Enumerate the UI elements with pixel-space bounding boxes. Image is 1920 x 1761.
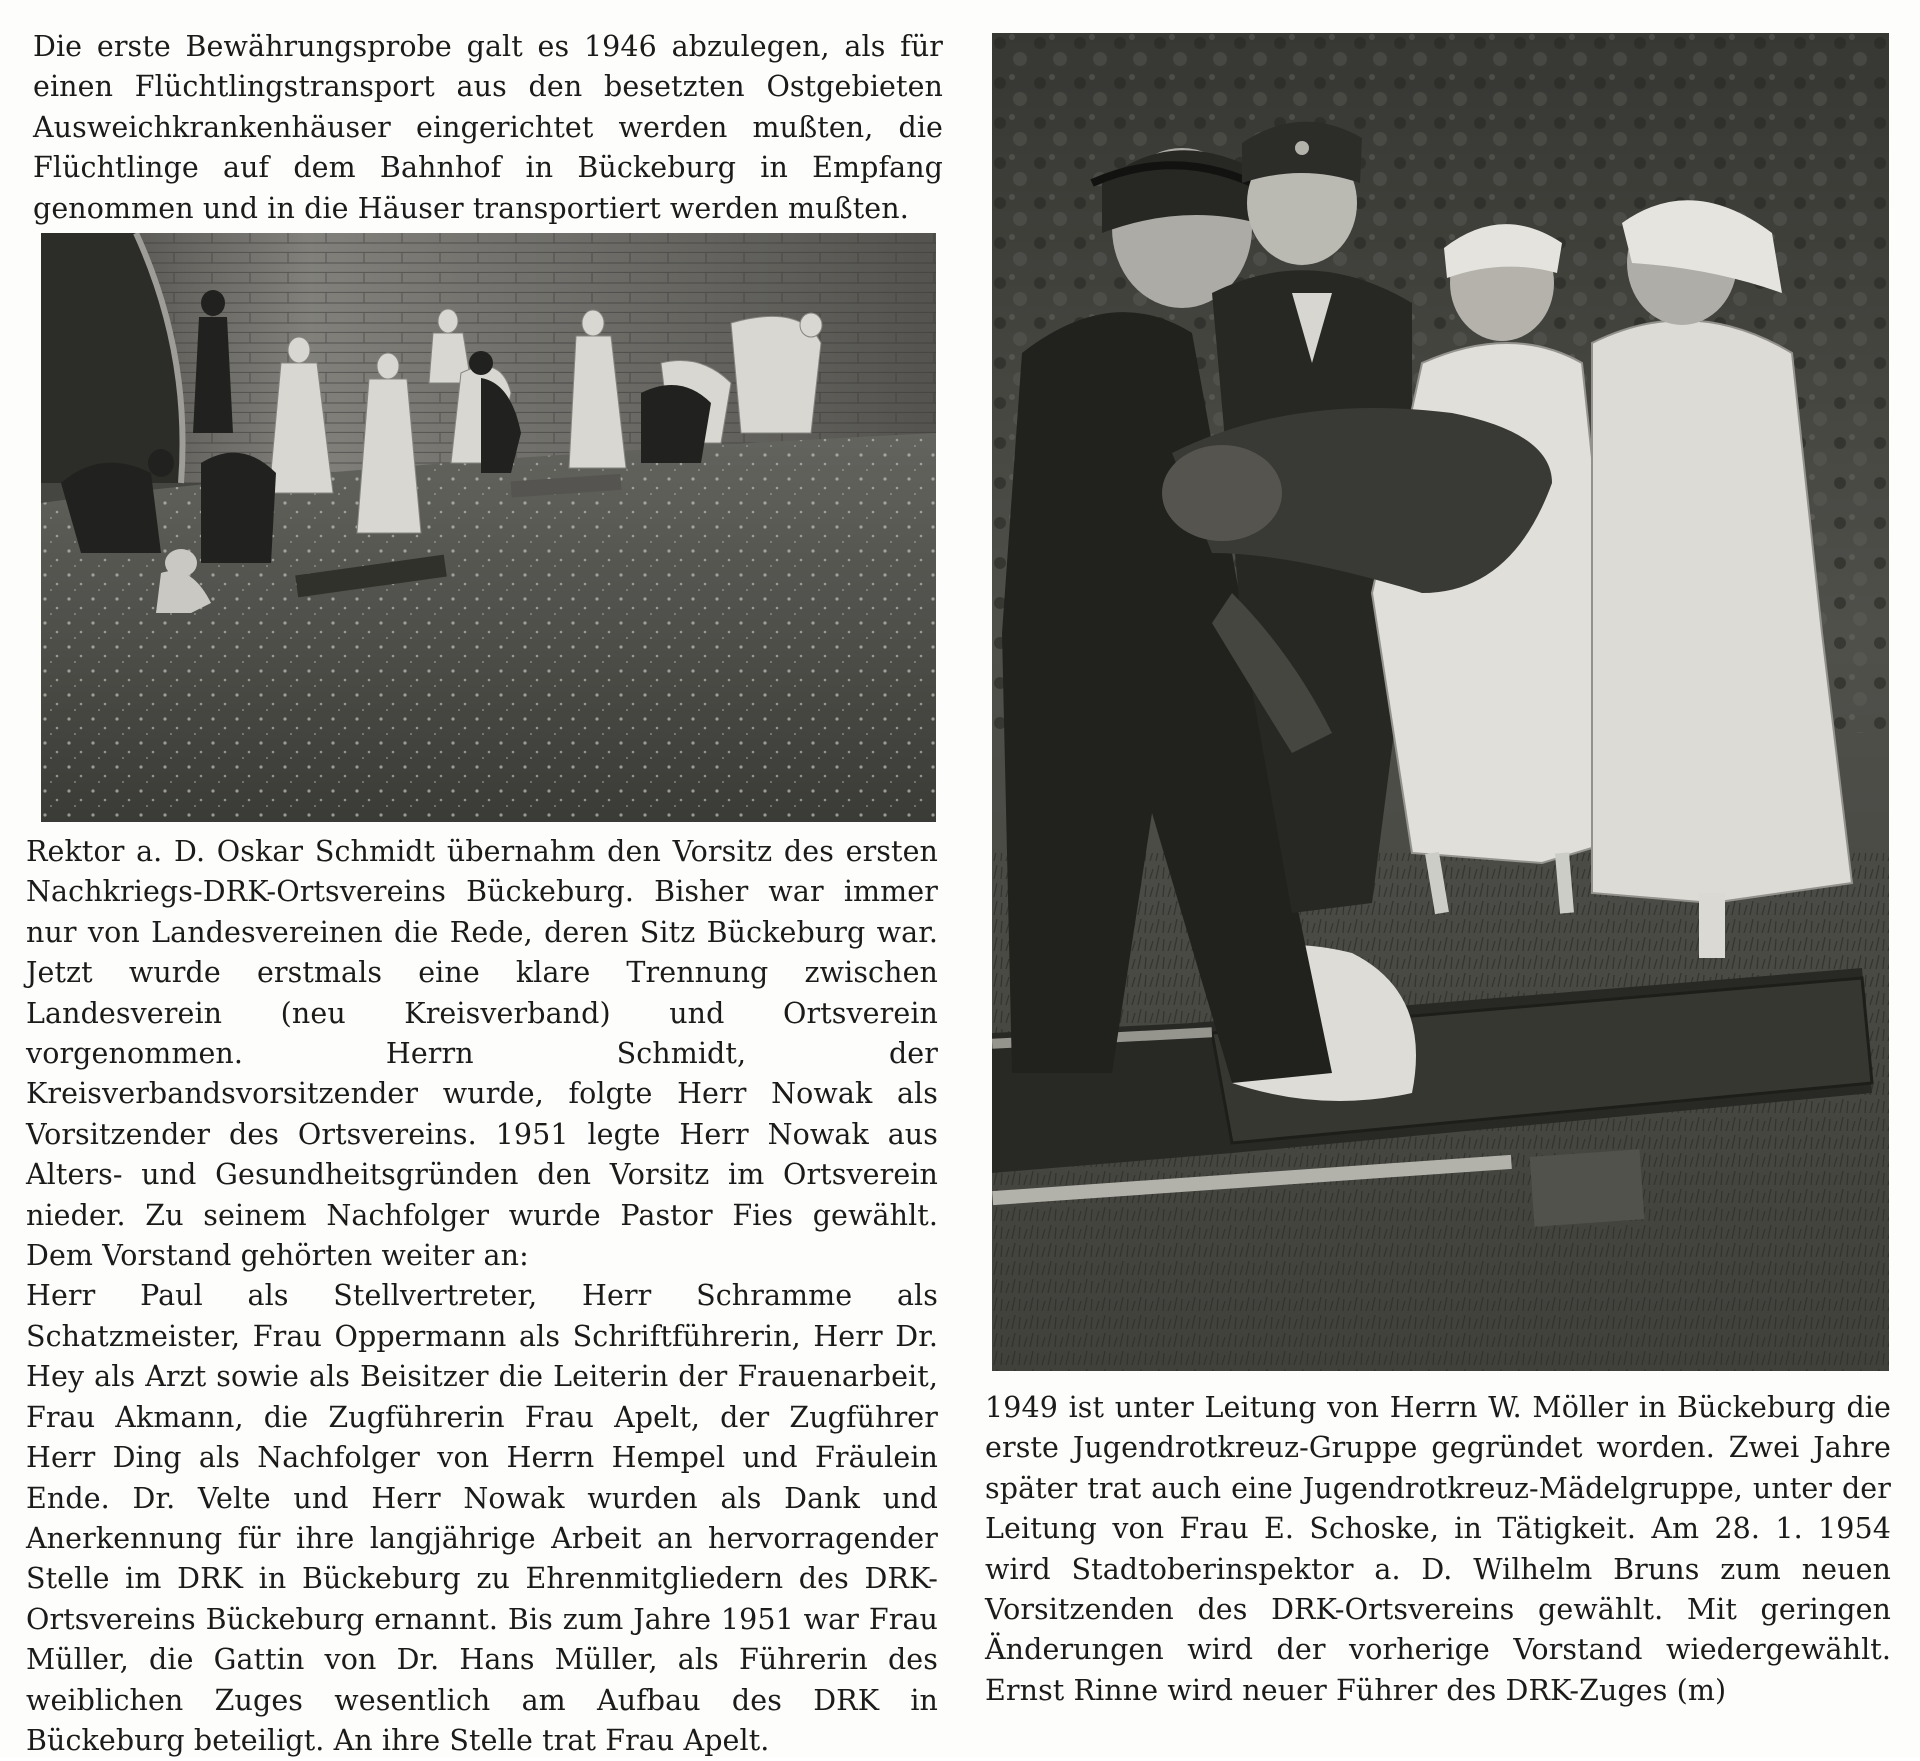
left-column-text-block xyxy=(26,832,938,1761)
left-paragraph-board-members: Herr Paul als Stellvertreter, Herr Schramme als Schatzmeister, Frau Oppermann als Schriftführerin, Herr Dr. Hey als Arzt sowie als Beisitzer die Leiterin der Frauenarbeit, Frau Akmann, die Zugführerin Frau Apelt, der Zugführer Herr Ding als Nachfolger von Herrn Hempel und Fräulein Ende. Dr. Velte und Herr Nowak wurden als Dank und Anerkennung für ihre langjährige Arbeit an hervorragender Stelle im DRK in Bückeburg zu Ehrenmitgliedern des DRK-Ortsvereins Bückeburg ernannt. Bis zum Jahre 1951 war Frau Müller, die Gattin von Dr. Hans Müller, als Führerin des weiblichen Zuges wesentlich am Aufbau des DRK in Bückeburg beteiligt. An ihre Stelle trat Frau Apelt. xyxy=(26,1279,938,1757)
left-paragraph-chairmanship: Rektor a. D. Oskar Schmidt übernahm den Vorsitz des ersten Nachkriegs-DRK-Ortsvereins Bückeburg. Bisher war immer nur von Landesvereinen die Rede, deren Sitz Bückeburg war. Jetzt wurde erstmals eine klare Trennung zwischen Landesverein (neu Kreisverband) und Ortsverein vorgenommen. Herrn Schmidt, der Kreisverbandsvorsitzender wurde, folgte Herr Nowak als Vorsitzender des Ortsvereins. 1951 legte Herr Nowak aus Alters- und Gesundheitsgründen den Vorsitz im Ortsverein nieder. Zu seinem Nachfolger wurde Pastor Fies gewählt. Dem Vorstand gehörten weiter an: xyxy=(26,835,938,1273)
photo-casualty-lifted-onto-stretcher xyxy=(992,33,1889,1371)
photo-stretcher-exercise-slope xyxy=(41,233,936,822)
intro-text-block xyxy=(33,27,943,229)
right-column-text-block xyxy=(985,1388,1891,1711)
intro-paragraph: Die erste Bewährungsprobe galt es 1946 abzulegen, als für einen Flüchtlingstransport aus den besetzten Ostgebieten Ausweichkrankenhäuser eingerichtet werden mußten, die Flüchtlinge auf dem Bahnhof in Bückeburg in Empfang genommen und in die Häuser transportiert werden mußten. xyxy=(33,30,943,225)
right-paragraph-youth-red-cross: 1949 ist unter Leitung von Herrn W. Möller in Bückeburg die erste Jugendrotkreuz-Gruppe gegründet worden. Zwei Jahre später trat auch eine Jugendrotkreuz-Mädelgruppe, unter der Leitung von Frau E. Schoske, in Tätigkeit. Am 28. 1. 1954 wird Stadtoberinspektor a. D. Wilhelm Bruns zum neuen Vorsitzenden des DRK-Ortsvereins gewählt. Mit geringen Änderungen wird der vorherige Vorstand wiedergewählt. Ernst Rinne wird neuer Führer des DRK-Zuges (m) xyxy=(985,1391,1891,1707)
